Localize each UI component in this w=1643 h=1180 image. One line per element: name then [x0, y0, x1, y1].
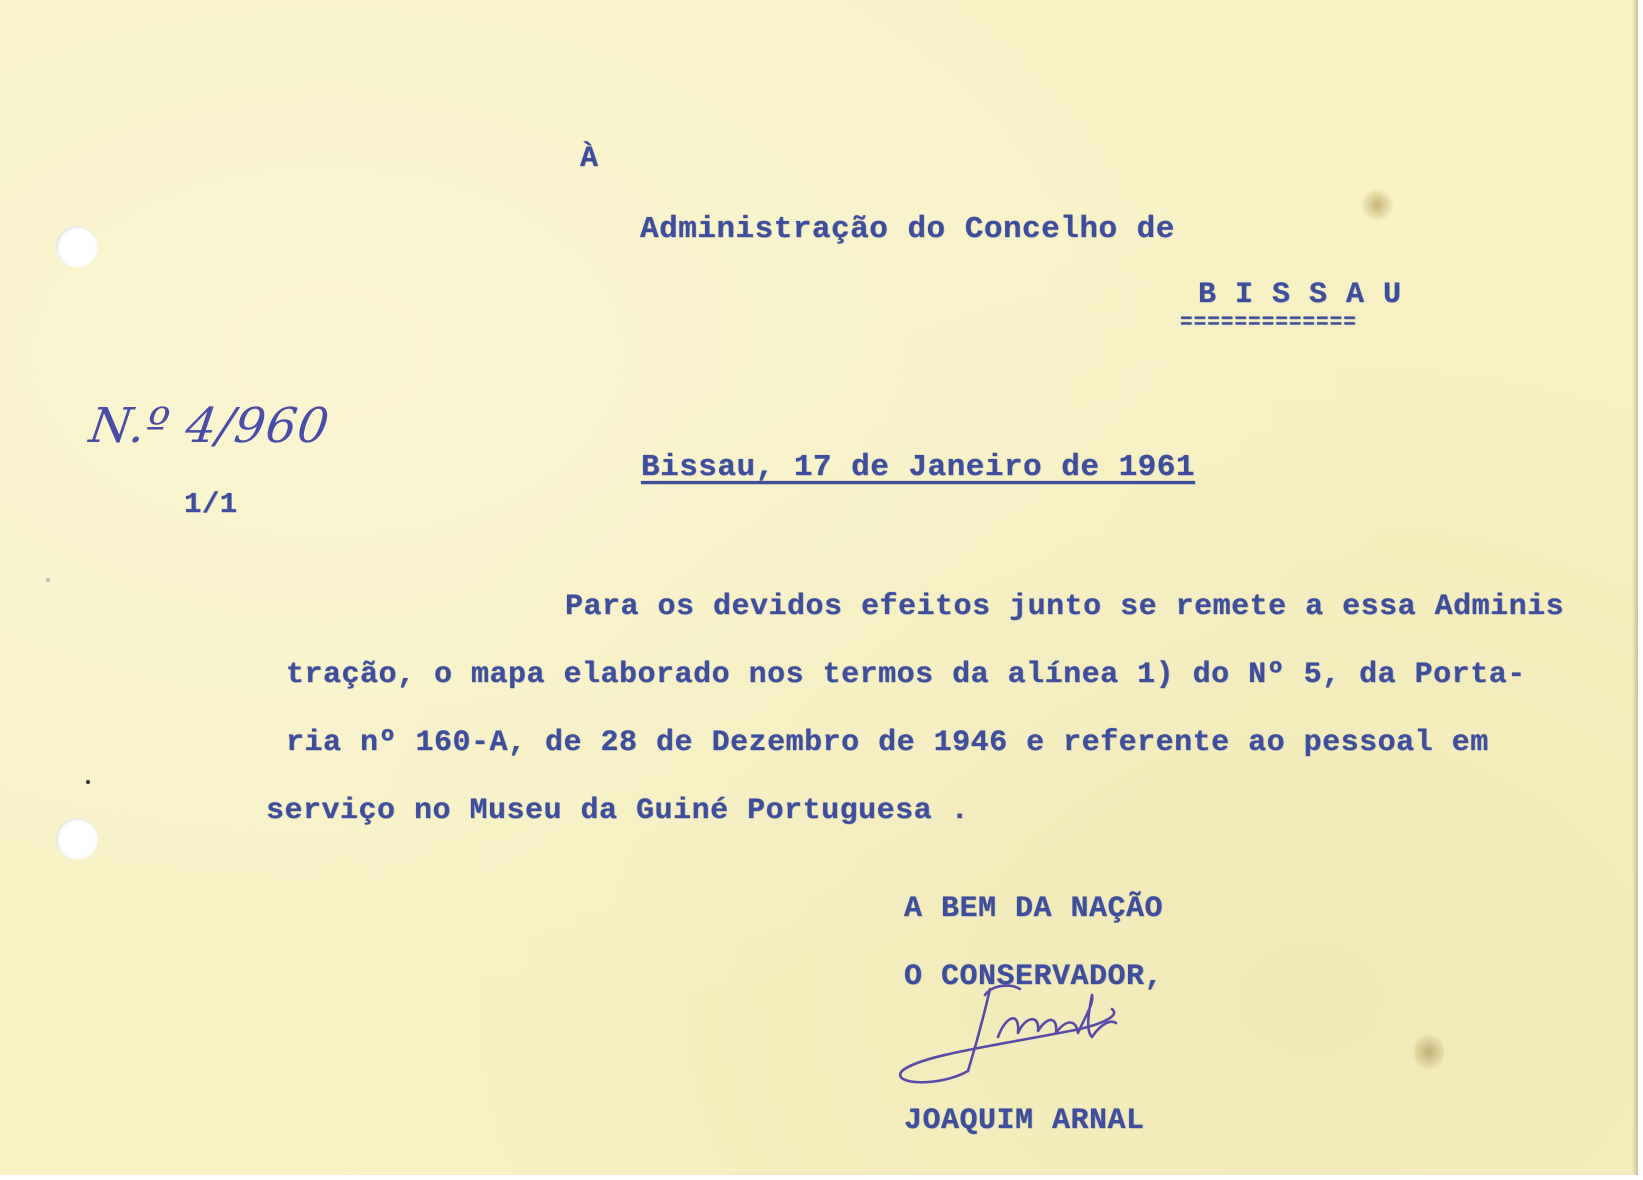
body-line-3: ria nº 160-A, de 28 de Dezembro de 1946 e referente ao pessoal em: [286, 726, 1489, 760]
body-line-1: Para os devidos efeitos junto se remete a essa Adminis: [565, 590, 1565, 624]
paper-edge-shadow: [1632, 0, 1638, 1175]
handwritten-reference: N.º 4/960: [86, 398, 334, 454]
signer-name: JOAQUIM ARNAL: [904, 1104, 1145, 1138]
date-line: Bissau, 17 de Janeiro de 1961: [641, 450, 1195, 485]
recipient-city: B I S S A U: [1198, 278, 1402, 312]
closing-formula: A BEM DA NAÇÃO: [904, 892, 1164, 926]
paper-stain: [1360, 188, 1394, 222]
signer-title: O CONSERVADOR,: [904, 960, 1164, 994]
paper-speck: [46, 578, 50, 582]
page-reference: 1/1: [184, 488, 238, 521]
body-line-2: tração, o mapa elaborado nos termos da alínea 1) do Nº 5, da Porta-: [286, 658, 1526, 692]
punch-hole-top: [56, 226, 98, 268]
punch-hole-bottom: [56, 818, 98, 860]
paper-speck: [86, 780, 90, 784]
handwritten-signature: [880, 975, 1170, 1095]
recipient-city-underline: =============: [1180, 312, 1357, 335]
body-line-4: serviço no Museu da Guiné Portuguesa .: [266, 794, 970, 828]
recipient-line: Administração do Concelho de: [640, 212, 1175, 247]
paper-stain: [1414, 1030, 1444, 1074]
salutation: À: [580, 142, 599, 176]
